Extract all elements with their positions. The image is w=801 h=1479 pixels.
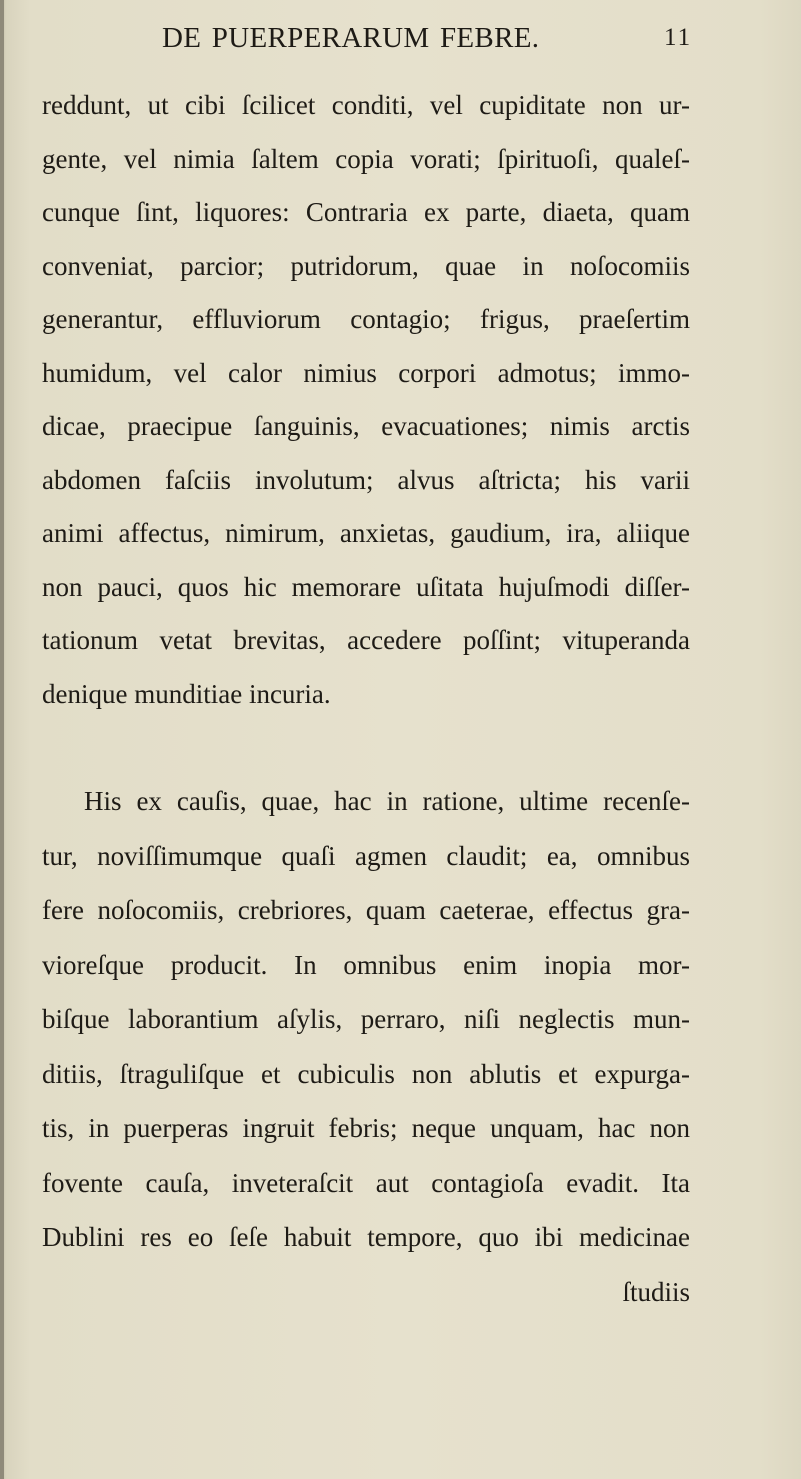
text-line: biſque laborantium aſylis, perraro, niſi neglectis mun- bbox=[42, 1004, 690, 1034]
text-line: Dublini res eo ſeſe habuit tempore, quo ibi medicinae bbox=[42, 1222, 690, 1252]
running-title: DE PUERPERARUM FEBRE. bbox=[162, 22, 540, 54]
paragraph-1 bbox=[42, 78, 690, 720]
text-line: generantur, effluviorum contagio; frigus, praeſertim bbox=[42, 304, 690, 334]
text-line: vioreſque producit. In omnibus enim inopia mor- bbox=[42, 949, 690, 980]
text-line: gente, vel nimia ſaltem copia vorati; ſpirituoſi, qualeſ- bbox=[42, 143, 690, 174]
text-line: non pauci, quos hic memorare uſitata hujuſmodi diſſer- bbox=[42, 571, 690, 602]
page-number: 11 bbox=[664, 24, 693, 51]
text-line: animi affectus, nimirum, anxietas, gaudium, ira, aliique bbox=[42, 518, 690, 548]
text-line: cunque ſint, liquores: Contraria ex parte, diaeta, quam bbox=[42, 197, 690, 227]
text-line: fere noſocomiis, crebriores, quam caeterae, effectus gra- bbox=[42, 895, 690, 925]
text-line: dicae, praecipue ſanguinis, evacuationes; nimis arctis bbox=[42, 411, 690, 441]
paragraph-2 bbox=[42, 774, 690, 1319]
running-header bbox=[0, 22, 801, 62]
text-line: tur, noviſſimumque quaſi agmen claudit; ea, omnibus bbox=[42, 840, 690, 871]
text-line: tis, in puerperas ingruit febris; neque unquam, hac non bbox=[42, 1113, 690, 1143]
text-line: abdomen faſciis involutum; alvus aſtricta; his varii bbox=[42, 464, 690, 495]
text-line: ditiis, ſtraguliſque et cubiculis non ablutis et expurga- bbox=[42, 1058, 690, 1089]
text-line: conveniat, parcior; putridorum, quae in noſocomiis bbox=[42, 250, 690, 281]
text-line: denique munditiae incuria. bbox=[42, 678, 331, 709]
text-line: fovente cauſa, inveteraſcit aut contagioſa evadit. Ita bbox=[42, 1167, 690, 1198]
catchword: ſtudiis bbox=[622, 1276, 690, 1307]
text-line: tationum vetat brevitas, accedere poſſint; vituperanda bbox=[42, 625, 690, 655]
text-line: humidum, vel calor nimius corpori admotus; immo- bbox=[42, 357, 690, 388]
text-line: His ex cauſis, quae, hac in ratione, ultime recenſe- bbox=[84, 786, 690, 816]
page-edge bbox=[0, 0, 4, 1479]
text-line: reddunt, ut cibi ſcilicet conditi, vel cupiditate non ur- bbox=[42, 90, 690, 120]
